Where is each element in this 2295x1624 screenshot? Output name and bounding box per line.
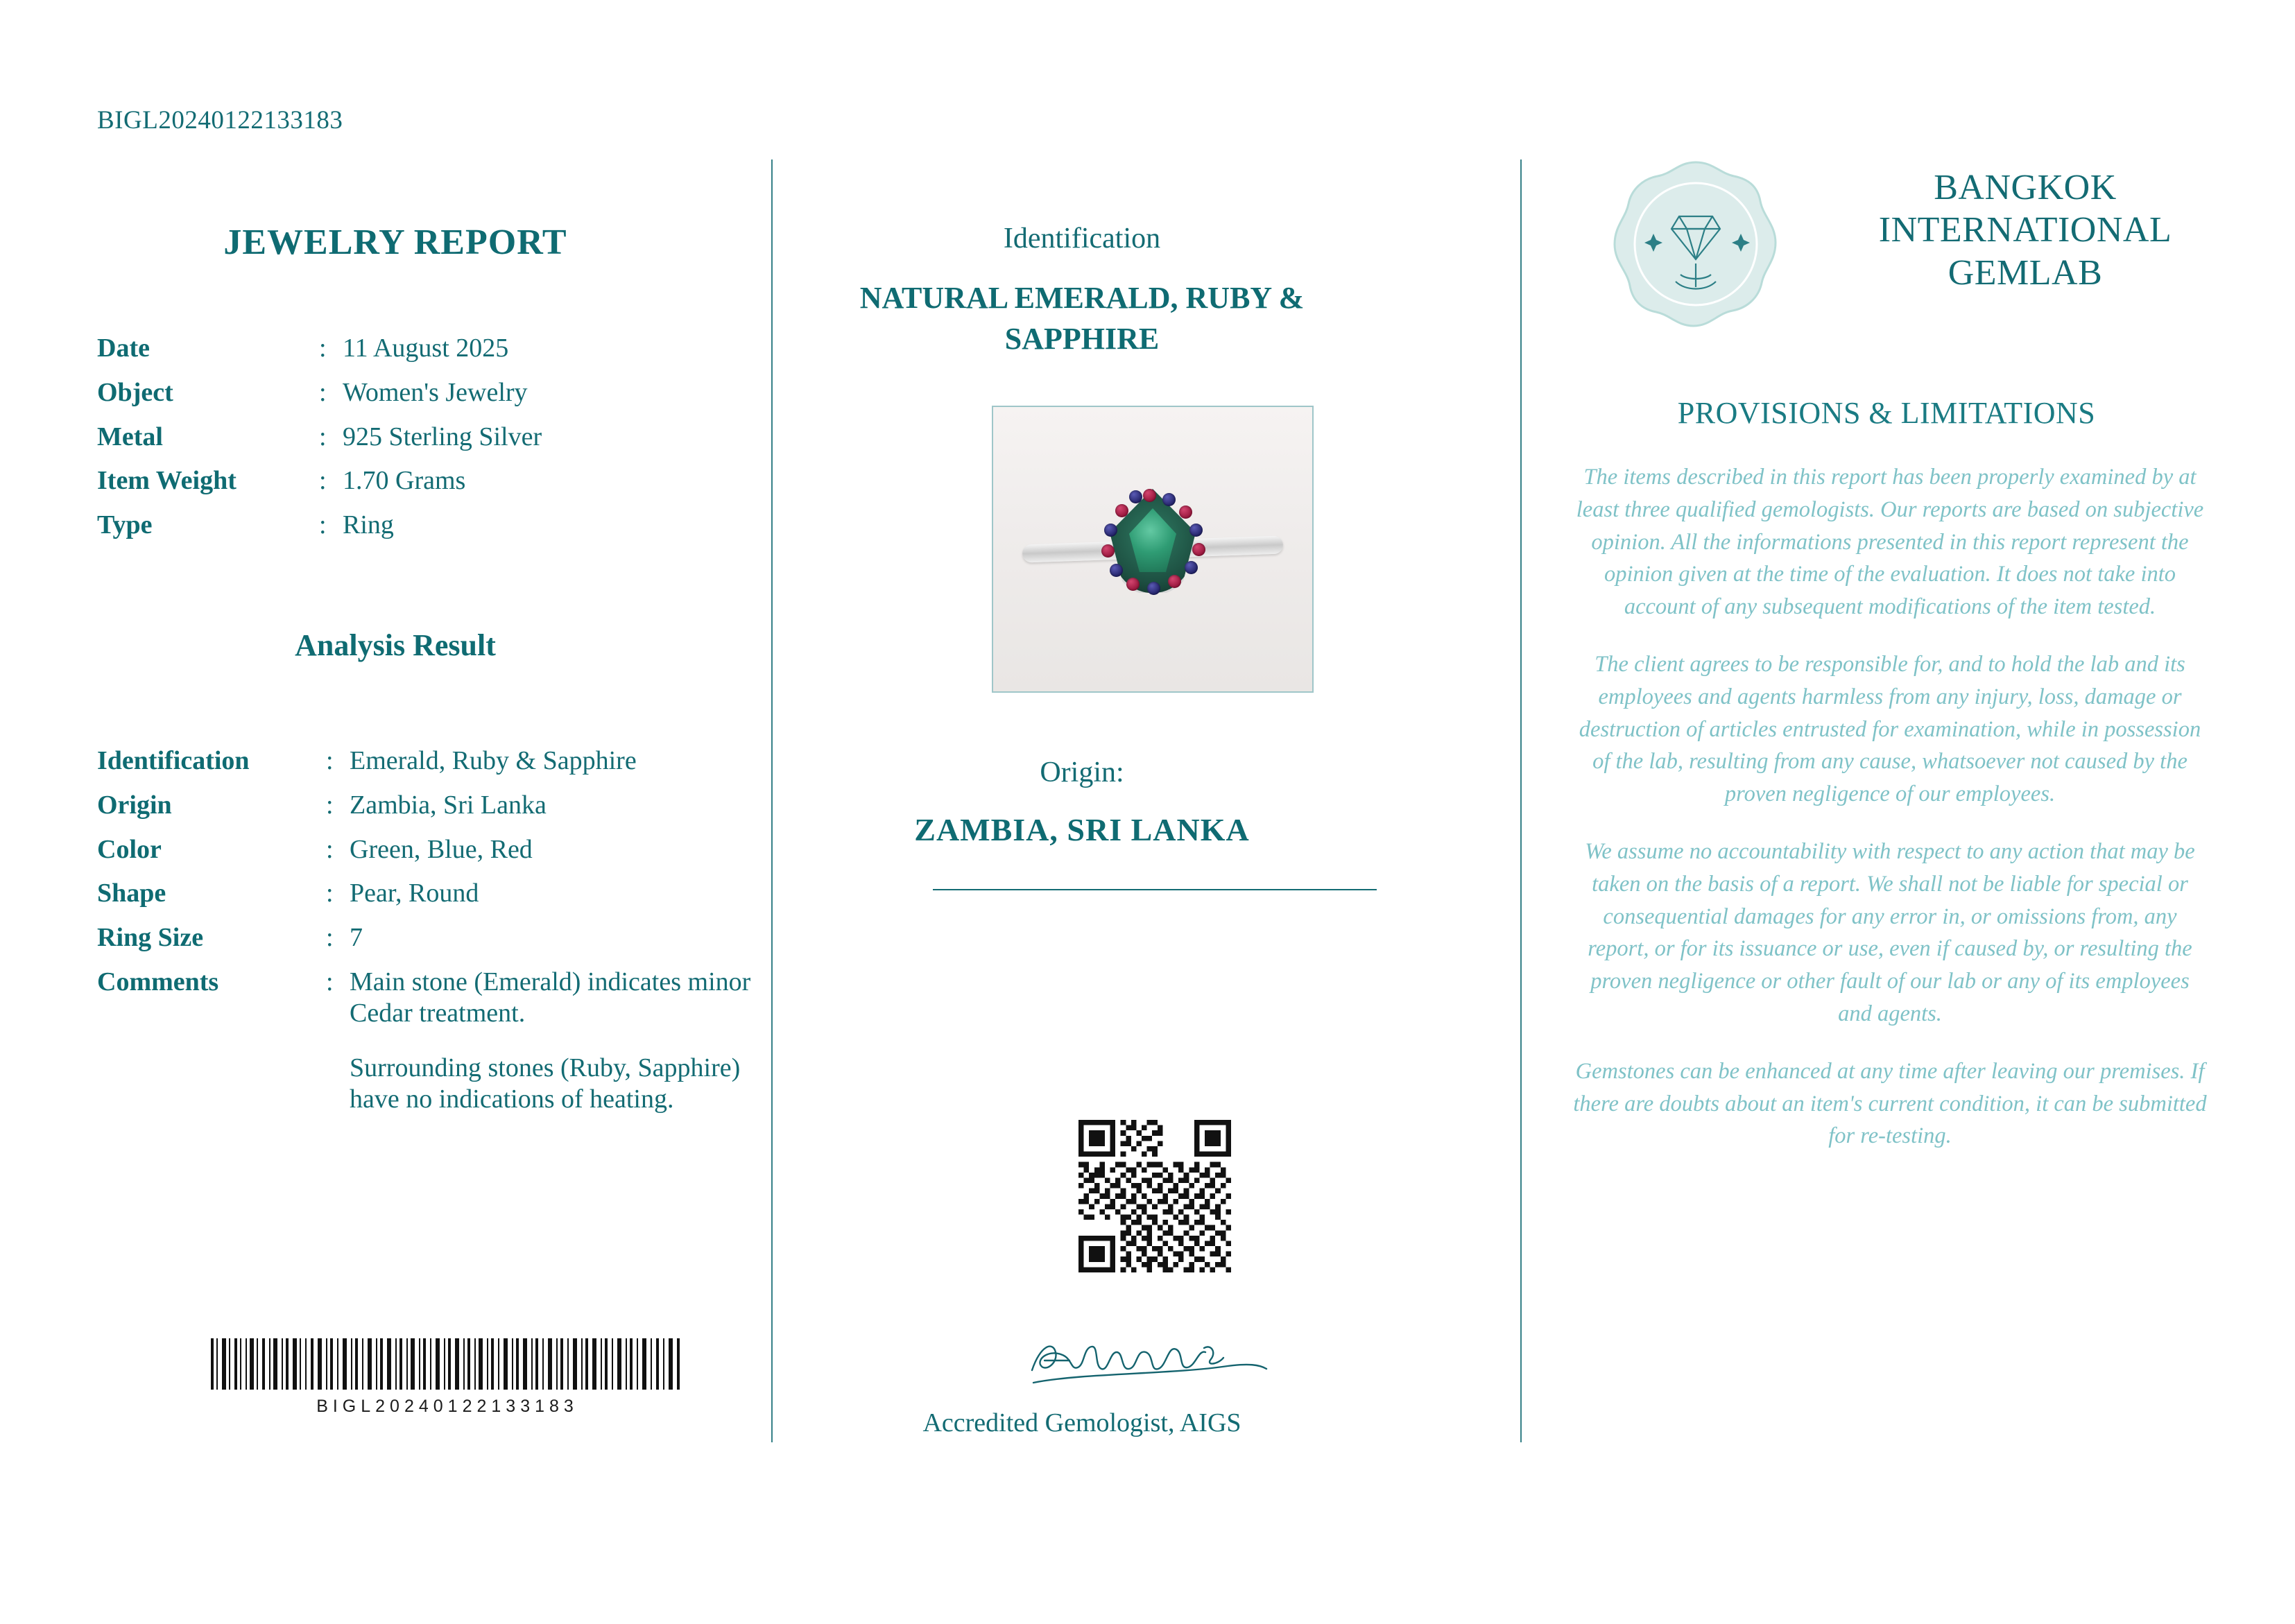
analysis-key: Color [97, 834, 162, 864]
provision-paragraph: We assume no accountability with respect to any action that may be taken on the basis of a report. We shall not be liable for special or consequential damages for any error in, or omissions from, any report, or for its issuance or use, even if caused by, or resulting the proven negligence or other fault of our lab or any of its employees and agents. [1585, 838, 2195, 1026]
accent-stone [1179, 506, 1192, 519]
detail-colon: : [319, 377, 327, 407]
detail-value: Women's Jewelry [343, 377, 528, 407]
analysis-value: Green, Blue, Red [350, 834, 533, 864]
brand-name: BANGKOK INTERNATIONAL GEMLAB [1878, 168, 2172, 293]
detail-row-object [97, 377, 763, 408]
analysis-value: 7 [350, 923, 363, 953]
analysis-colon: : [326, 923, 334, 953]
analysis-key: Ring Size [97, 923, 204, 953]
accent-stone [1101, 544, 1115, 558]
detail-key: Item Weight [97, 466, 237, 496]
analysis-row-color [97, 834, 777, 865]
detail-key: Metal [97, 422, 163, 451]
origin-label: Origin: [1040, 757, 1124, 788]
origin-value: ZAMBIA, SRI LANKA [914, 812, 1250, 847]
reference-number: BIGL20240122133183 [97, 106, 343, 135]
detail-value: Ring [343, 510, 394, 540]
identification-value: NATURAL EMERALD, RUBY & SAPPHIRE [859, 281, 1305, 356]
analysis-row-identification [97, 745, 777, 777]
qr-code-icon[interactable] [1078, 1120, 1231, 1272]
accent-stone [1189, 524, 1203, 537]
analysis-result-heading: Analysis Result [295, 628, 496, 662]
detail-colon: : [319, 422, 327, 451]
jewelry-report-title: JEWELRY REPORT [223, 223, 567, 262]
analysis-key: Comments [97, 967, 219, 997]
accent-stone [1185, 561, 1198, 574]
barcode-bars-icon [208, 1338, 687, 1390]
barcode-label: BIGL20240122133183 [316, 1397, 578, 1416]
analysis-colon: : [326, 879, 334, 908]
analysis-value: Pear, Round [350, 879, 479, 908]
accent-stone [1126, 578, 1140, 591]
provisions-title: PROVISIONS & LIMITATIONS [1677, 396, 2096, 430]
accent-stone [1147, 582, 1160, 595]
analysis-row-shape [97, 878, 777, 909]
detail-row-metal [97, 422, 763, 453]
detail-row-date [97, 333, 763, 364]
detail-colon: : [319, 466, 327, 496]
accent-stone [1162, 493, 1176, 506]
analysis-colon: : [326, 967, 334, 997]
analysis-colon: : [326, 746, 334, 775]
provision-paragraph: The client agrees to be responsible for, and to hold the lab and its employees and agents harmless from any injury, loss, damage or destruction of articles entrusted for examination, while in possession of the lab, resulting from any cause, whatsoever not caused by the proven negligence of our employees. [1579, 651, 2201, 807]
accent-stone [1192, 543, 1205, 556]
accent-stone [1104, 524, 1117, 537]
analysis-value: Zambia, Sri Lanka [350, 790, 547, 820]
accent-stone [1129, 490, 1142, 503]
provision-paragraph: The items described in this report has been properly examined by at least three qualified gemologists. Our reports are based on subjective opinion. All the informations presented in this report represent the opinion given at the time of the evaluation. It does not take into account of any subsequent modifications of the item tested. [1576, 465, 2204, 620]
gem-photo [992, 406, 1314, 693]
provisions-text [1571, 461, 2209, 1177]
gemologist-signature [1020, 1324, 1297, 1401]
accent-stone [1143, 489, 1156, 502]
detail-key: Date [97, 334, 150, 363]
detail-colon: : [319, 510, 327, 540]
detail-value: 925 Sterling Silver [343, 422, 542, 451]
detail-key: Type [97, 510, 153, 540]
analysis-result-list [97, 745, 777, 1128]
column-divider-right [1520, 159, 1522, 1442]
provision-paragraph: Gemstones can be enhanced at any time after leaving our premises. If there are doubts about an item's current condition, it can be submitted for re-testing. [1573, 1058, 2207, 1149]
analysis-key: Origin [97, 790, 172, 820]
detail-key: Object [97, 377, 173, 407]
origin-divider [933, 889, 1377, 890]
analysis-key: Identification [97, 746, 250, 775]
analysis-value: Main stone (Emerald) indicates minor Cedar treatment. [350, 967, 751, 1028]
analysis-colon: : [326, 834, 334, 864]
analysis-row-comments-extra [97, 1053, 777, 1115]
analysis-value: Emerald, Ruby & Sapphire [350, 746, 637, 775]
accent-stone [1110, 564, 1123, 577]
identification-label: Identification [1003, 223, 1161, 254]
detail-row-type [97, 510, 763, 541]
barcode [208, 1338, 687, 1417]
accent-stone [1115, 504, 1128, 517]
comments-extra-text: Surrounding stones (Ruby, Sapphire) have no indications of heating. [350, 1053, 741, 1114]
detail-value: 1.70 Grams [343, 466, 466, 496]
detail-value: 11 August 2025 [343, 334, 509, 363]
detail-colon: : [319, 334, 327, 363]
report-details-list [97, 333, 763, 554]
analysis-colon: : [326, 790, 334, 820]
gemlab-logo-icon [1609, 158, 1782, 331]
signature-caption: Accredited Gemologist, AIGS [922, 1408, 1241, 1437]
analysis-key: Shape [97, 879, 166, 908]
analysis-row-comments [97, 967, 777, 1029]
analysis-row-ring-size [97, 922, 777, 953]
accent-stone [1168, 575, 1181, 588]
analysis-row-origin [97, 790, 777, 821]
detail-row-item-weight [97, 465, 763, 496]
